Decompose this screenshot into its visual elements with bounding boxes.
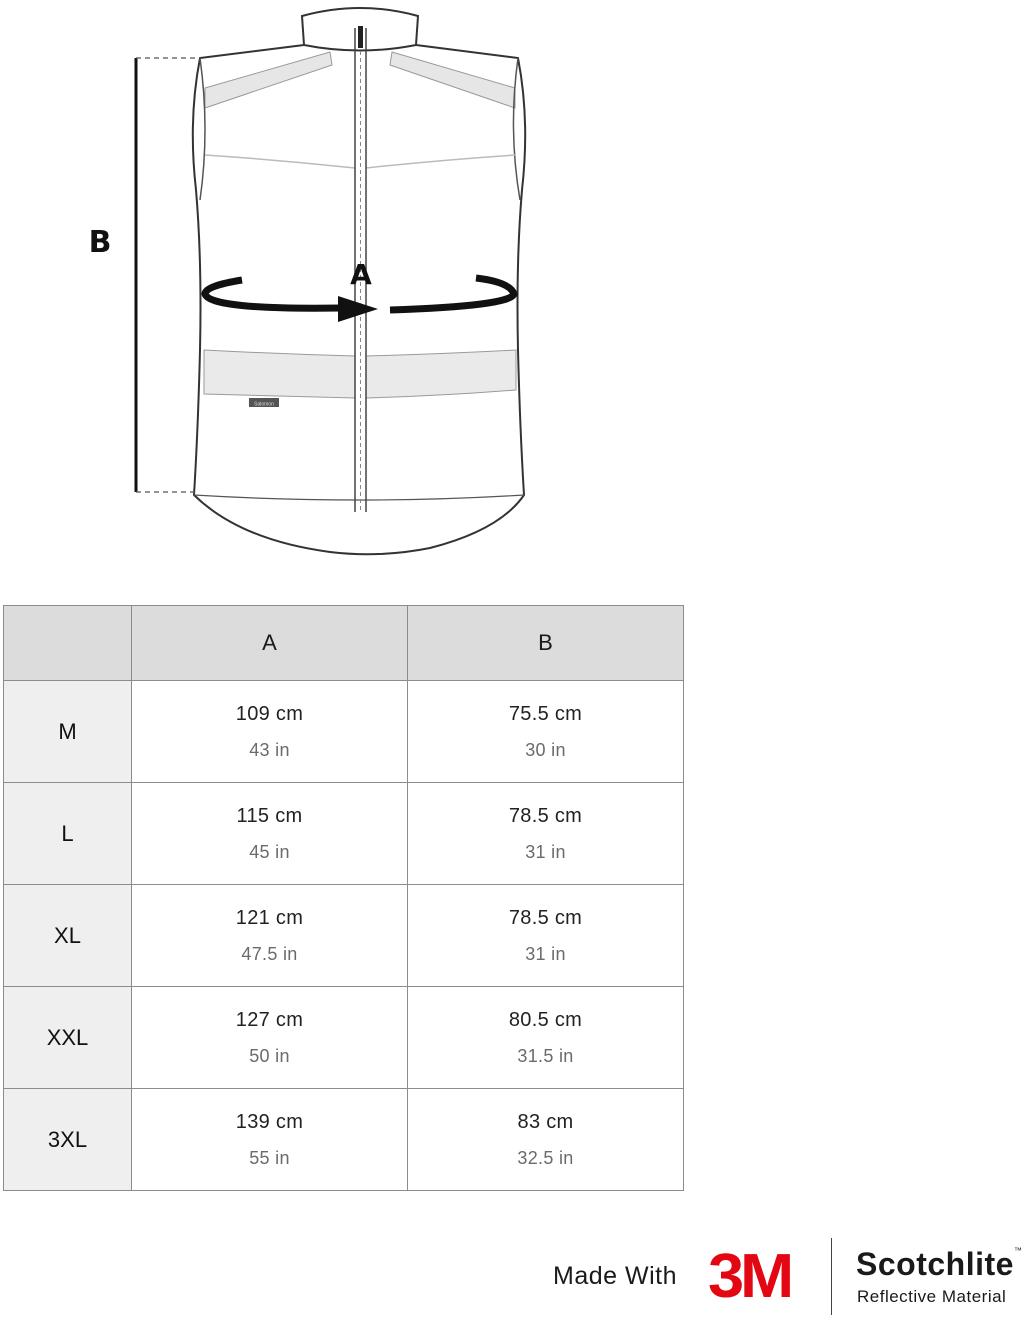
size-label: XL	[4, 885, 132, 987]
cell-a	[132, 987, 408, 1089]
value-in: 43 in	[249, 739, 290, 760]
size-label: 3XL	[4, 1089, 132, 1191]
made-with-text: Made With	[553, 1262, 677, 1290]
cell-b	[408, 987, 684, 1089]
reflective-material-text: Reflective Material	[857, 1287, 1007, 1306]
cell-b	[408, 885, 684, 987]
footer-branding	[0, 1230, 1027, 1318]
value-in: 31.5 in	[517, 1045, 574, 1066]
value-in: 32.5 in	[517, 1147, 574, 1168]
value-in: 50 in	[249, 1045, 290, 1066]
value-cm: 80.5 cm	[508, 1008, 583, 1031]
brand-tag-text: Salomon	[254, 401, 274, 408]
right-shoulder-band	[390, 52, 515, 108]
value-cm: 75.5 cm	[508, 702, 583, 725]
divider	[831, 1238, 832, 1315]
3m-logo: 3M	[708, 1242, 791, 1311]
value-cm: 139 cm	[235, 1110, 304, 1133]
waist-band-right	[366, 350, 516, 398]
size-label: XXL	[4, 987, 132, 1089]
measure-a-arrow-left	[205, 280, 342, 308]
size-chart-table	[3, 605, 684, 1191]
measure-a-arrowhead	[338, 296, 378, 322]
cell-b	[408, 783, 684, 885]
value-in: 30 in	[525, 739, 566, 760]
vest-diagram	[0, 0, 700, 580]
value-in: 47.5 in	[241, 943, 298, 964]
cell-b	[408, 681, 684, 783]
trademark-symbol: ™	[1013, 1246, 1023, 1255]
zipper-pull	[358, 26, 363, 48]
table-row	[4, 1089, 684, 1191]
value-in: 31 in	[525, 841, 566, 862]
measure-b-label: B	[88, 225, 112, 260]
table-row	[4, 987, 684, 1089]
header-size	[4, 606, 132, 681]
header-b: B	[408, 606, 684, 681]
table-row	[4, 885, 684, 987]
table-row	[4, 681, 684, 783]
header-a: A	[132, 606, 408, 681]
table-header-row	[4, 606, 684, 681]
value-in: 31 in	[525, 943, 566, 964]
brand-name-text: Scotchlite	[856, 1246, 1014, 1282]
value-in: 55 in	[249, 1147, 290, 1168]
value-cm: 78.5 cm	[508, 906, 583, 929]
cell-a	[132, 783, 408, 885]
left-shoulder-band	[205, 52, 332, 108]
size-label: L	[4, 783, 132, 885]
cell-a	[132, 1089, 408, 1191]
value-cm: 83 cm	[517, 1110, 574, 1133]
measure-a-label: A	[350, 258, 372, 291]
vest-outline	[193, 45, 525, 554]
value-cm: 109 cm	[235, 702, 304, 725]
table-row	[4, 783, 684, 885]
size-label: M	[4, 681, 132, 783]
waist-band	[204, 350, 355, 398]
value-in: 45 in	[249, 841, 290, 862]
value-cm: 121 cm	[235, 906, 304, 929]
cell-b	[408, 1089, 684, 1191]
cell-a	[132, 681, 408, 783]
value-cm: 127 cm	[235, 1008, 304, 1031]
measure-a-arrow-right	[390, 278, 514, 310]
cell-a	[132, 885, 408, 987]
value-cm: 78.5 cm	[508, 804, 583, 827]
scotchlite-brand	[856, 1246, 1022, 1283]
value-cm: 115 cm	[236, 804, 303, 827]
